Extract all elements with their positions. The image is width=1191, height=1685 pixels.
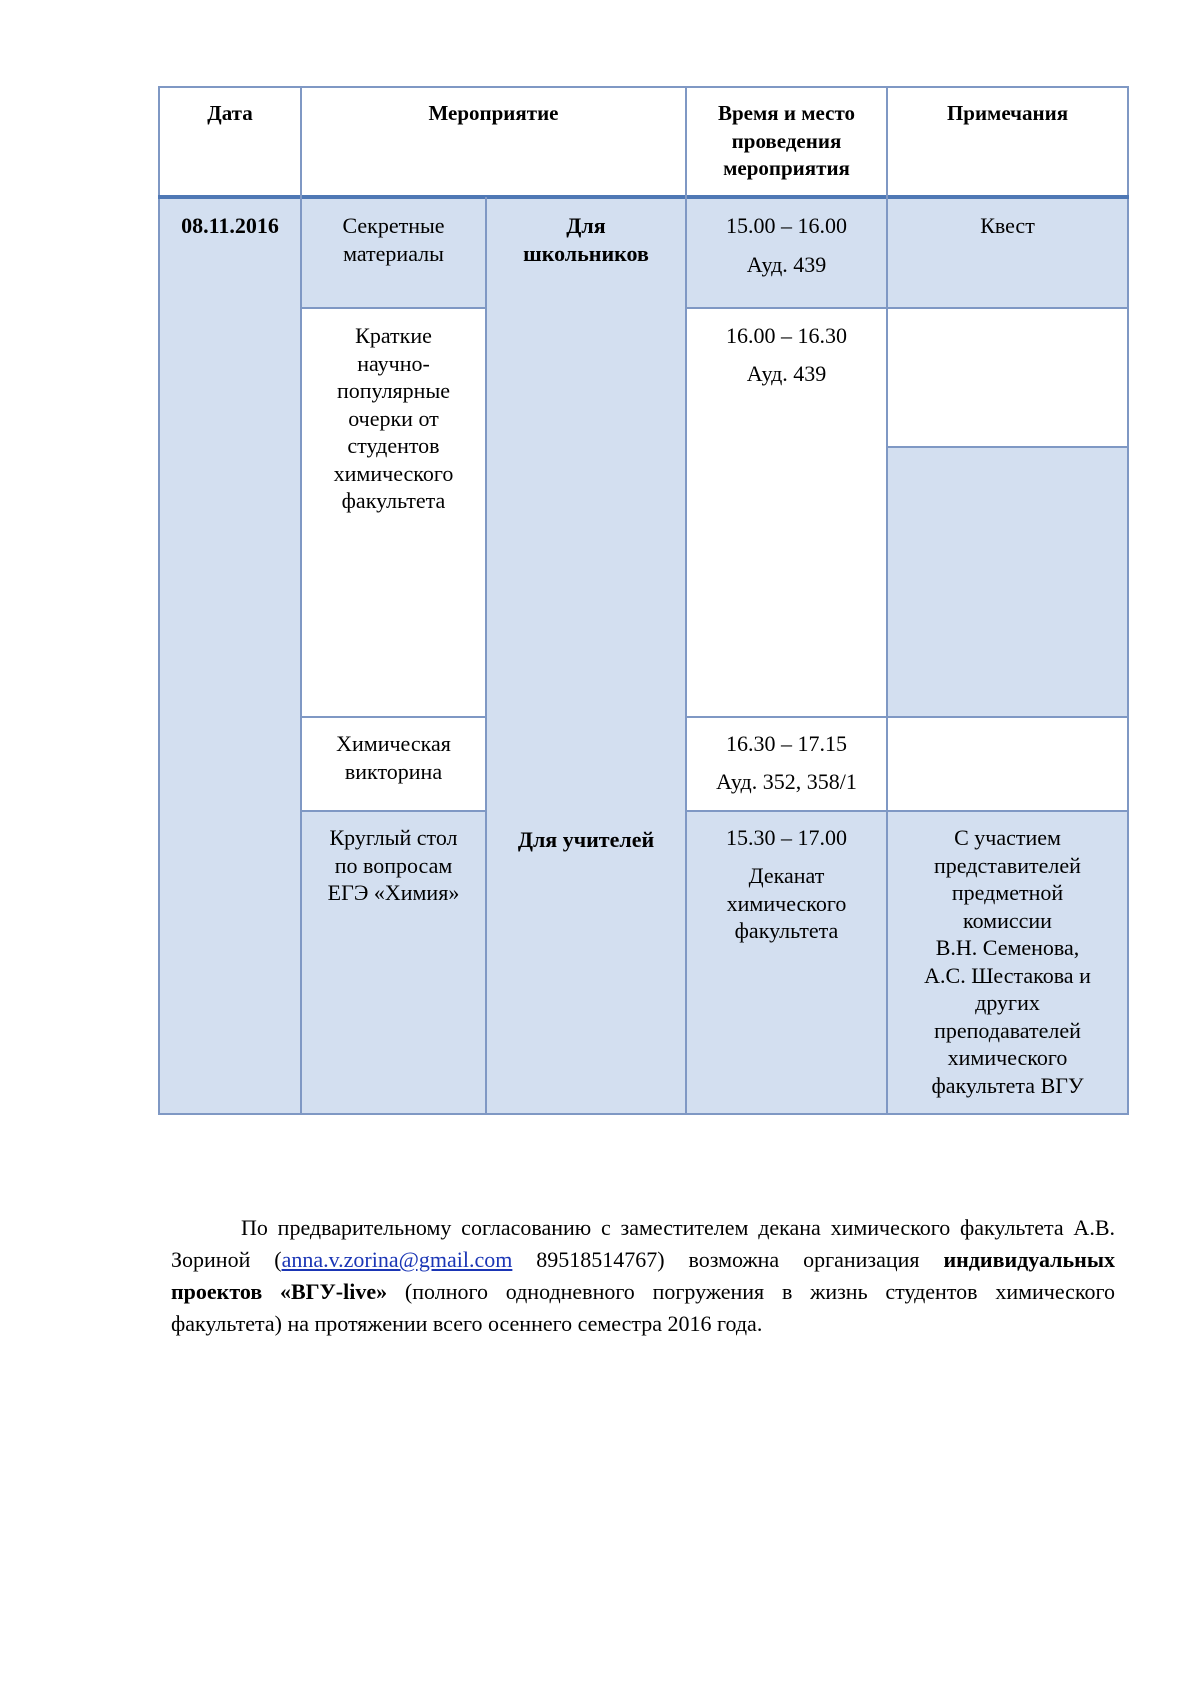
header-notes: Примечания xyxy=(946,101,1069,125)
paragraph-bold: индивидуальных проектов «ВГУ-live» xyxy=(171,1247,1116,1304)
header-separator xyxy=(158,195,1129,199)
row4-place-line: факультета xyxy=(734,918,839,943)
paragraph-part1: По предварительному согласованию с заместителем декана химического факультета А.В. Зориной ( xyxy=(171,1215,1115,1272)
row2-event-line: Краткие xyxy=(355,323,432,348)
row4-event xyxy=(302,824,485,907)
audience-students xyxy=(487,212,685,267)
row1-event xyxy=(302,212,485,267)
row2-event-line: популярные xyxy=(337,378,450,403)
row4-note-line: представителей xyxy=(934,852,1081,878)
header-time-place-line: мероприятия xyxy=(723,156,850,180)
audience-cell xyxy=(486,197,686,1114)
row4-note-line: химического xyxy=(947,1045,1068,1070)
header-time-place-line: Время и место xyxy=(717,101,855,125)
col-line-2 xyxy=(485,197,487,1115)
row4-place xyxy=(687,862,886,945)
row3-event xyxy=(302,730,485,785)
table-border-bottom xyxy=(158,1113,1129,1115)
row1-note: Квест xyxy=(980,213,1035,238)
event-date: 08.11.2016 xyxy=(181,213,279,238)
row-line-1a xyxy=(300,307,487,309)
row-line-2a xyxy=(300,716,487,718)
table-border-right xyxy=(1127,86,1129,1115)
row2-event-line: научно- xyxy=(357,350,430,376)
row4-note-line: С участием xyxy=(954,825,1061,850)
col-line-3 xyxy=(685,86,687,1115)
info-paragraph xyxy=(171,1212,1115,1340)
row4-event-line: по вопросам xyxy=(334,852,453,878)
row2-event-line: студентов xyxy=(347,433,440,458)
email-link[interactable]: anna.v.zorina@gmail.com xyxy=(281,1247,513,1272)
header-date: Дата xyxy=(207,101,253,125)
row2-time: 16.00 – 16.30 xyxy=(726,323,847,348)
table-border-left xyxy=(158,86,160,1115)
row3-event-line: викторина xyxy=(344,758,443,784)
row4-note-line: преподавателей xyxy=(934,1017,1081,1043)
row4-place-line: химического xyxy=(726,890,847,916)
row-line-1b xyxy=(685,307,1129,309)
row4-note-line: комиссии xyxy=(963,907,1052,933)
row2-place: Ауд. 439 xyxy=(746,361,827,386)
row-line-3b xyxy=(685,810,1129,812)
paragraph-part2: 89518514767) возможна организация xyxy=(512,1247,944,1272)
info-paragraph-text xyxy=(171,1212,1115,1340)
row4-note-line: предметной xyxy=(951,880,1064,905)
row4-note-line: В.Н. Семенова, xyxy=(935,935,1080,960)
row1-place: Ауд. 439 xyxy=(746,252,827,277)
row4-note-line: других xyxy=(975,990,1040,1015)
row4-place-line: Деканат xyxy=(748,863,825,888)
row-line-note-split xyxy=(886,446,1129,448)
row3-place: Ауд. 352, 358/1 xyxy=(716,769,857,794)
row1-event-line: Секретные xyxy=(342,213,445,238)
row2-event xyxy=(302,322,485,515)
row4-note-line: факультета ВГУ xyxy=(931,1072,1084,1098)
row4-note-line: А.С. Шестакова и xyxy=(924,962,1091,988)
row2-event-line: химического xyxy=(333,460,454,486)
audience-students-line: школьников xyxy=(523,240,649,266)
header-time-place-line: проведения xyxy=(731,128,842,153)
table-border-top xyxy=(158,86,1129,88)
row3-event-line: Химическая xyxy=(336,731,451,756)
row1-time: 15.00 – 16.00 xyxy=(726,213,847,238)
row1-event-line: материалы xyxy=(343,240,444,266)
row4-event-line: ЕГЭ «Химия» xyxy=(327,880,460,905)
header-time-place xyxy=(687,100,886,183)
row2-event-line: очерки от xyxy=(348,405,439,431)
row4-time-cell xyxy=(686,811,887,1114)
audience-students-line: Для xyxy=(566,213,606,238)
row4-time: 15.30 – 17.00 xyxy=(726,825,847,850)
header-event: Мероприятие xyxy=(428,101,559,125)
row2-note-lower-cell xyxy=(887,447,1129,717)
audience-teachers: Для учителей xyxy=(517,827,655,852)
paragraph-part3: (полного однодневного погружения в жизнь студентов химического факультета) на протяжении всего осеннего семестра 2016 года. xyxy=(171,1279,1115,1336)
row3-time: 16.30 – 17.15 xyxy=(726,731,847,756)
row-line-3a xyxy=(300,810,487,812)
row4-event-line: Круглый стол xyxy=(329,825,458,850)
row2-event-line: факультета xyxy=(341,488,446,513)
date-cell xyxy=(158,197,301,1114)
row-line-2b xyxy=(685,716,1129,718)
row4-note xyxy=(888,824,1127,1099)
